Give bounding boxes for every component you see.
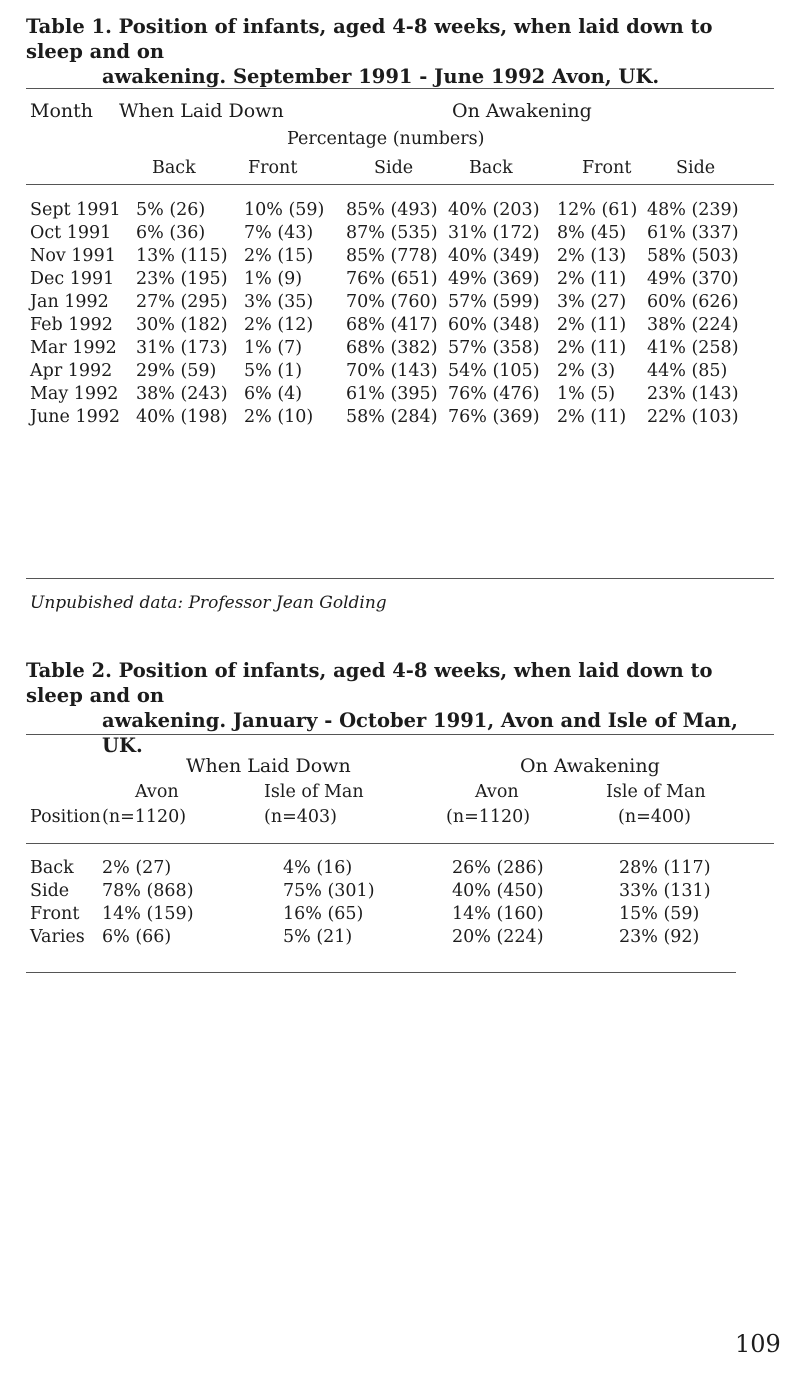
table1-top-rule: [26, 88, 774, 89]
table1-cell: 40% (203): [448, 200, 540, 220]
table1-cell: 38% (243): [136, 384, 228, 404]
table1-sub-laid-back: Back: [152, 158, 196, 178]
table1-header-month: Month: [30, 100, 94, 122]
table1-month-cell: Jan 1992: [30, 292, 109, 312]
table-row: [0, 199, 800, 221]
table2-cell: 14% (160): [452, 904, 544, 924]
table1-cell: 2% (11): [557, 269, 627, 289]
table1-cell: 31% (173): [136, 338, 228, 358]
table1-cell: 2% (12): [244, 315, 314, 335]
table1-month-cell: Dec 1991: [30, 269, 115, 289]
table1-cell: 48% (239): [647, 200, 739, 220]
table1-cell: 5% (1): [244, 361, 303, 381]
table1-header-when-laid-down: When Laid Down: [119, 100, 284, 122]
table1-cell: 58% (284): [346, 407, 438, 427]
table1-month-cell: Mar 1992: [30, 338, 117, 358]
table1-cell: 2% (15): [244, 246, 314, 266]
table1-cell: 27% (295): [136, 292, 228, 312]
table1-cell: 3% (35): [244, 292, 314, 312]
table-row: [0, 926, 800, 948]
table1-cell: 2% (11): [557, 315, 627, 335]
table1-cell: 2% (10): [244, 407, 314, 427]
table-row: [0, 880, 800, 902]
table2-group-avon-laid: Avon: [135, 782, 179, 802]
page-number: 109: [735, 1330, 781, 1358]
table1-cell: 23% (195): [136, 269, 228, 289]
table1-header-percentage: Percentage (numbers): [287, 129, 485, 149]
table1-cell: 68% (417): [346, 315, 438, 335]
table1-month-cell: May 1992: [30, 384, 119, 404]
table2-cell: 5% (21): [283, 927, 353, 947]
table2-group-avon-awake: Avon: [475, 782, 519, 802]
table1-cell: 30% (182): [136, 315, 228, 335]
table1-cell: 6% (36): [136, 223, 206, 243]
table1-cell: 2% (13): [557, 246, 627, 266]
table1-cell: 85% (778): [346, 246, 438, 266]
table1-source-note: Unpubished data: Professor Jean Golding: [30, 593, 387, 613]
table1-sub-awake-front: Front: [582, 158, 632, 178]
table1-cell: 68% (382): [346, 338, 438, 358]
table2-top-rule: [26, 734, 774, 735]
table1-month-cell: June 1992: [30, 407, 121, 427]
table1-bottom-rule: [26, 578, 774, 579]
table1-cell: 40% (198): [136, 407, 228, 427]
table1-cell: 31% (172): [448, 223, 540, 243]
table2-position-cell: Varies: [30, 927, 85, 947]
table1-cell: 13% (115): [136, 246, 228, 266]
table2-cell: 4% (16): [283, 858, 353, 878]
table2-n-iom-laid: (n=403): [264, 807, 337, 827]
table-row: [0, 291, 800, 313]
table-row: [0, 406, 800, 428]
table-row: [0, 903, 800, 925]
table2-position-cell: Side: [30, 881, 70, 901]
table1-cell: 76% (369): [448, 407, 540, 427]
table2-n-iom-awake: (n=400): [618, 807, 691, 827]
table1-caption-line1: Table 1. Position of infants, aged 4-8 weeks, when laid down to sleep and on: [26, 15, 713, 63]
table2-cell: 75% (301): [283, 881, 375, 901]
table1-cell: 7% (43): [244, 223, 314, 243]
table2-cell: 78% (868): [102, 881, 194, 901]
table1-cell: 60% (348): [448, 315, 540, 335]
table-row: [0, 383, 800, 405]
table2-header-rule: [26, 843, 774, 844]
table2-header-when-laid-down: When Laid Down: [186, 755, 351, 777]
table1-header-on-awakening: On Awakening: [452, 100, 592, 122]
table2-cell: 33% (131): [619, 881, 711, 901]
table2-cell: 16% (65): [283, 904, 364, 924]
table1-cell: 12% (61): [557, 200, 638, 220]
table1-cell: 49% (370): [647, 269, 739, 289]
table2-caption: [26, 658, 766, 758]
table2-n-avon-laid: (n=1120): [102, 807, 187, 827]
table1-month-cell: Feb 1992: [30, 315, 113, 335]
table1-cell: 76% (476): [448, 384, 540, 404]
table-row: [0, 314, 800, 336]
table-row: [0, 857, 800, 879]
table1-cell: 2% (11): [557, 338, 627, 358]
table2-header-position: Position: [30, 807, 101, 827]
table1-cell: 38% (224): [647, 315, 739, 335]
table1-month-cell: Oct 1991: [30, 223, 112, 243]
table1-sub-laid-front: Front: [248, 158, 298, 178]
table1-cell: 54% (105): [448, 361, 540, 381]
table1-cell: 1% (7): [244, 338, 303, 358]
table1-cell: 58% (503): [647, 246, 739, 266]
table-row: [0, 245, 800, 267]
table1-cell: 87% (535): [346, 223, 438, 243]
table1-cell: 76% (651): [346, 269, 438, 289]
table1-cell: 41% (258): [647, 338, 739, 358]
table-row: [0, 222, 800, 244]
table2-caption-line1: Table 2. Position of infants, aged 4-8 weeks, when laid down to sleep and on: [26, 659, 713, 707]
table1-month-cell: Sept 1991: [30, 200, 121, 220]
table2-header-on-awakening: On Awakening: [520, 755, 660, 777]
table2-n-avon-awake: (n=1120): [446, 807, 531, 827]
table1-caption: [26, 14, 766, 89]
table2-cell: 14% (159): [102, 904, 194, 924]
table1-cell: 2% (11): [557, 407, 627, 427]
table1-cell: 44% (85): [647, 361, 728, 381]
table1-sub-awake-side: Side: [676, 158, 716, 178]
table2-bottom-rule: [26, 972, 736, 973]
table2-cell: 6% (66): [102, 927, 172, 947]
table1-cell: 1% (9): [244, 269, 303, 289]
table2-caption-line2: awakening. January - October 1991, Avon and Isle of Man, UK.: [102, 709, 738, 757]
table-row: [0, 360, 800, 382]
table-row: [0, 337, 800, 359]
table1-cell: 8% (45): [557, 223, 627, 243]
table2-cell: 26% (286): [452, 858, 544, 878]
table1-cell: 23% (143): [647, 384, 739, 404]
table2-group-iom-awake: Isle of Man: [606, 782, 706, 802]
table1-cell: 57% (358): [448, 338, 540, 358]
table1-cell: 40% (349): [448, 246, 540, 266]
table-row: [0, 268, 800, 290]
table1-cell: 3% (27): [557, 292, 627, 312]
table1-cell: 10% (59): [244, 200, 325, 220]
table2-cell: 2% (27): [102, 858, 172, 878]
table2-cell: 15% (59): [619, 904, 700, 924]
table1-cell: 70% (143): [346, 361, 438, 381]
table2-cell: 40% (450): [452, 881, 544, 901]
table1-header-rule: [26, 184, 774, 185]
table1-cell: 6% (4): [244, 384, 303, 404]
table1-cell: 2% (3): [557, 361, 616, 381]
table1-sub-laid-side: Side: [374, 158, 414, 178]
table1-caption-line2: awakening. September 1991 - June 1992 Avon, UK.: [102, 65, 660, 88]
table1-cell: 49% (369): [448, 269, 540, 289]
table2-cell: 20% (224): [452, 927, 544, 947]
table2-cell: 28% (117): [619, 858, 711, 878]
table1-cell: 29% (59): [136, 361, 217, 381]
table1-month-cell: Nov 1991: [30, 246, 116, 266]
table2-position-cell: Back: [30, 858, 74, 878]
table1-cell: 61% (395): [346, 384, 438, 404]
table1-cell: 60% (626): [647, 292, 739, 312]
table1-cell: 70% (760): [346, 292, 438, 312]
table1-cell: 85% (493): [346, 200, 438, 220]
table1-month-cell: Apr 1992: [30, 361, 113, 381]
table1-cell: 1% (5): [557, 384, 616, 404]
table2-cell: 23% (92): [619, 927, 700, 947]
table1-cell: 57% (599): [448, 292, 540, 312]
table1-sub-awake-back: Back: [469, 158, 513, 178]
table1-cell: 61% (337): [647, 223, 739, 243]
table1-cell: 5% (26): [136, 200, 206, 220]
table2-group-iom-laid: Isle of Man: [264, 782, 364, 802]
table2-position-cell: Front: [30, 904, 80, 924]
table1-cell: 22% (103): [647, 407, 739, 427]
